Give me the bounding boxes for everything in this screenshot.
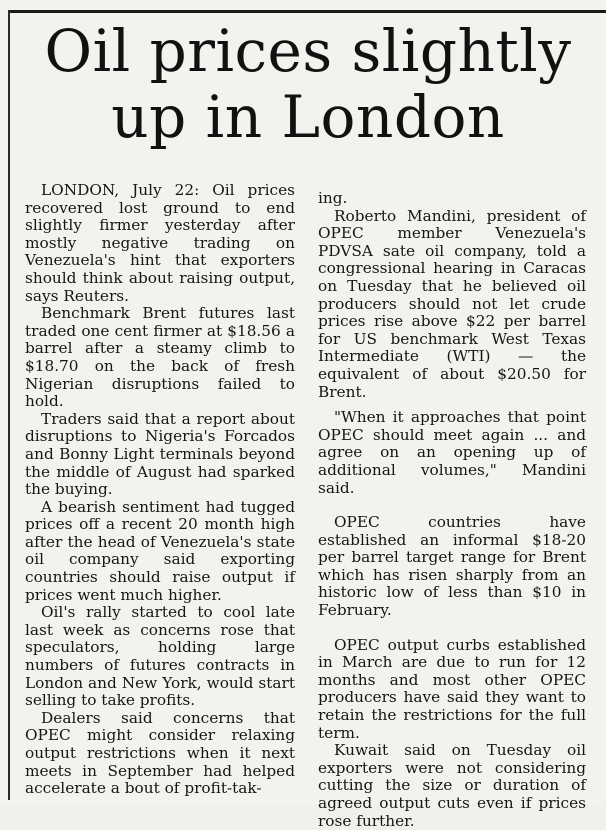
paragraph: Roberto Mandini, president of OPEC member Venezuela's PDVSA sate oil company, told a congressional hearing in Caracas on Tuesday that he believed oil producers should not let crude prices rise above $22 per barrel for US benchmark West Texas Intermediate (WTI) — the equivalent of about $20.50 for Brent. bbox=[318, 206, 586, 401]
paragraph: OPEC output curbs established in March are due to run for 12 months and most other OPEC producers have said they want to retain the restrictions for the full term. bbox=[318, 635, 586, 742]
paragraph-spacer bbox=[318, 620, 586, 637]
top-rule bbox=[8, 10, 606, 13]
paragraph: "When it approaches that point OPEC should meet again ... and agree on an opening up of additional volumes," Mandini said. bbox=[318, 408, 586, 497]
paragraph: Benchmark Brent futures last traded one cent firmer at $18.56 a barrel after a steamy climb to $18.70 on the back of fresh Nigerian disruptions failed to hold. bbox=[25, 304, 295, 411]
left-rule bbox=[8, 10, 10, 800]
paragraph: Dealers said concerns that OPEC might consider relaxing output restrictions when it next meets in September had helped accelerate a bout of profit-tak- bbox=[25, 708, 295, 798]
headline bbox=[14, 18, 602, 150]
paragraph: OPEC countries have established an informal $18-20 per barrel target range for Brent which has risen sharply from an historic low of less than $10 in February. bbox=[318, 513, 586, 620]
paragraph: Oil's rally started to cool late last week as concerns rose that speculators, holding large numbers of futures contracts in London and New York, would start selling to take profits. bbox=[25, 603, 295, 710]
paragraph: LONDON, July 22: Oil prices recovered lost ground to end slightly firmer yesterday after mostly negative trading on Venezuela's hint that exporters should think about raising output, says Reuters. bbox=[25, 181, 295, 305]
article-column-left bbox=[25, 182, 295, 798]
paragraph-spacer bbox=[318, 497, 586, 514]
paragraph: A bearish sentiment had tugged prices off a recent 20 month high after the head of Venezuela's state oil company said exporting countries should raise output if prices went much higher. bbox=[25, 497, 295, 604]
headline-line-2: up in London bbox=[111, 83, 505, 151]
continued-word: ing. bbox=[318, 189, 348, 207]
article-column-right bbox=[318, 190, 586, 830]
paragraph: Kuwait said on Tuesday oil exporters were not considering cutting the size or duration of agreed output cuts even if prices rose further. bbox=[318, 741, 586, 830]
headline-line-1: Oil prices slightly bbox=[44, 17, 572, 85]
paragraph: Traders said that a report about disruptions to Nigeria's Forcados and Bonny Light terminals beyond the middle of August had sparked the buying. bbox=[25, 409, 295, 499]
